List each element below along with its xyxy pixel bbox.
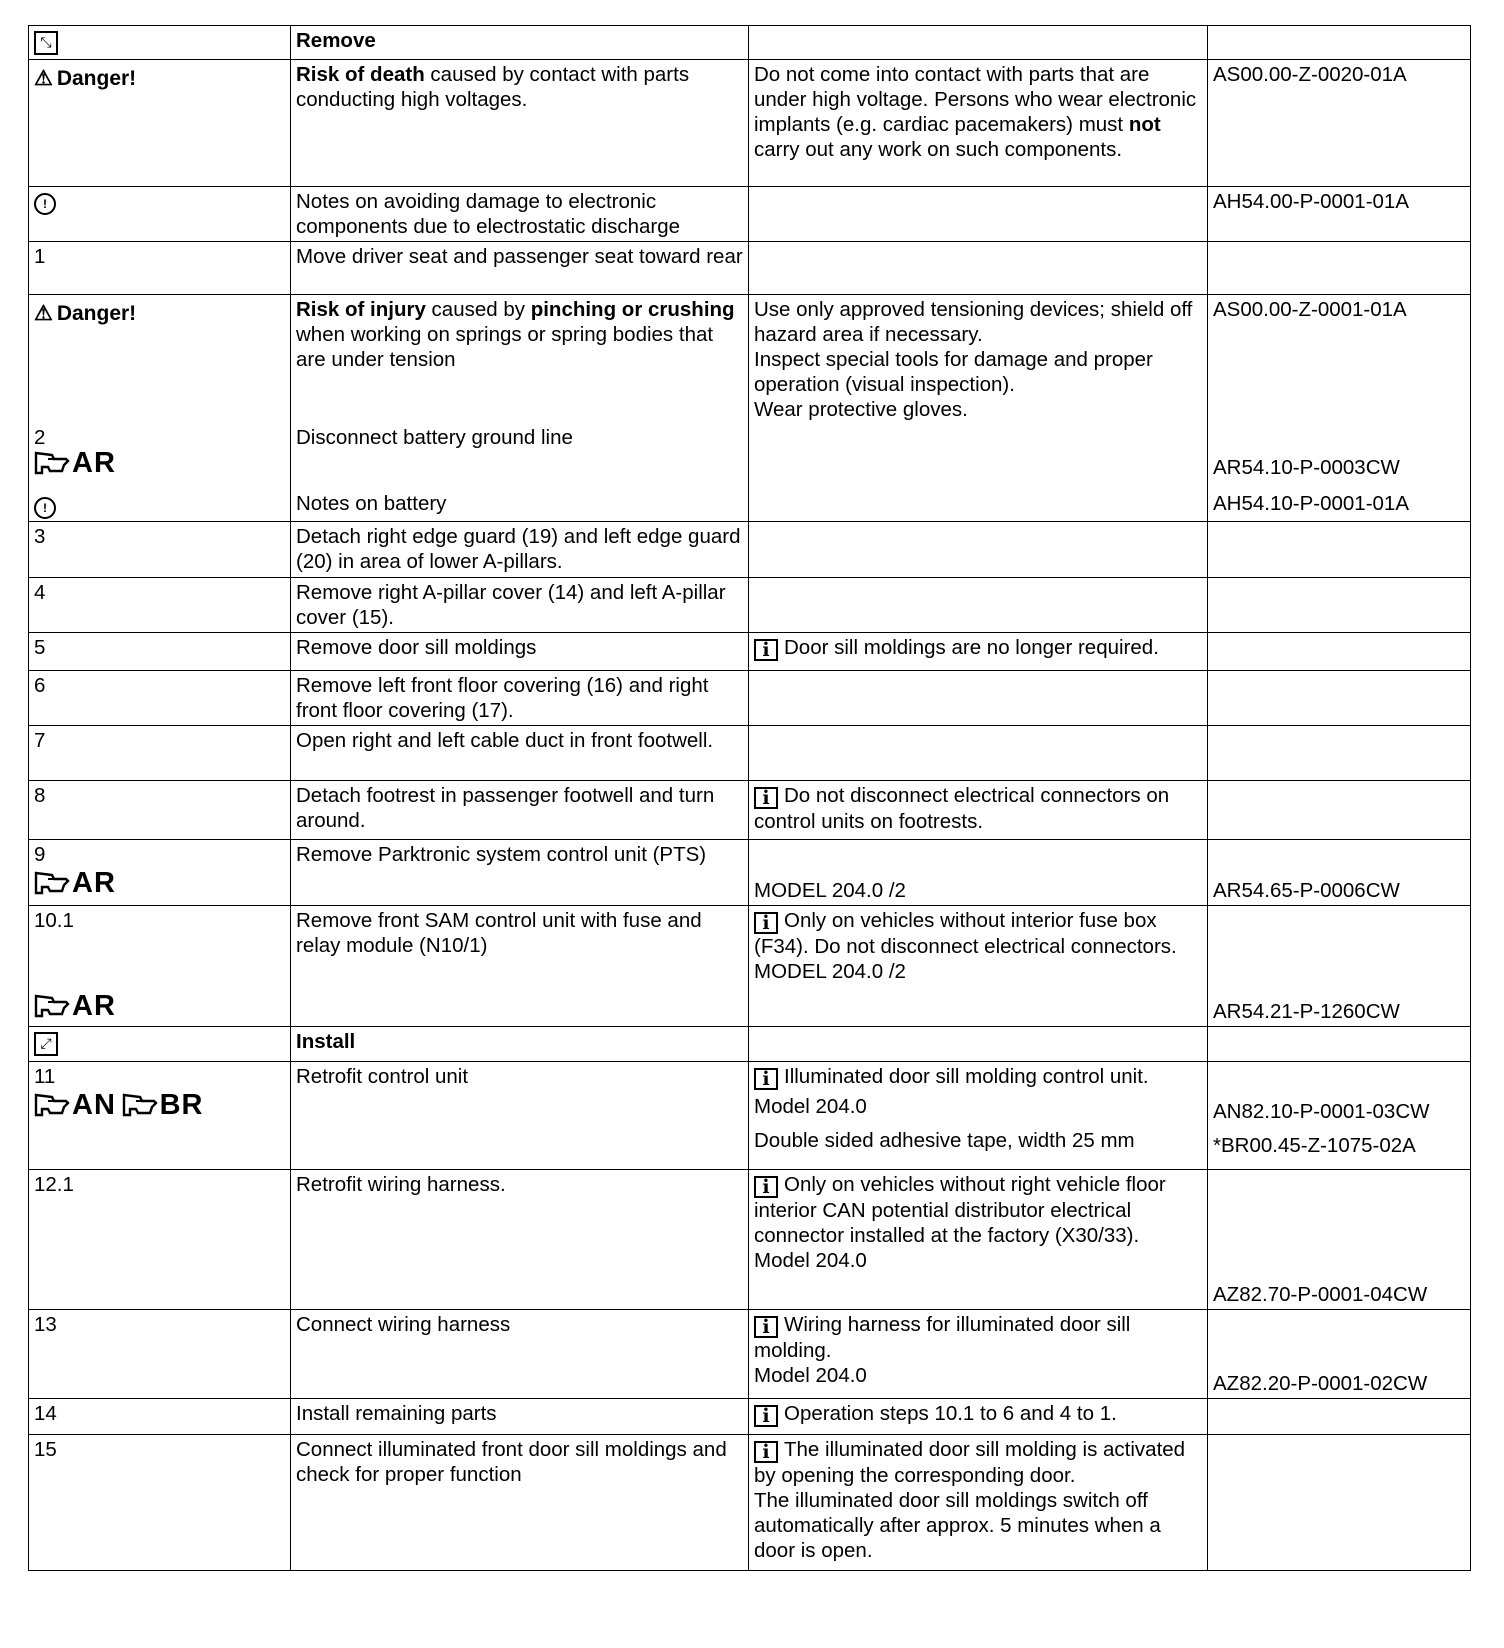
table-row [29,242,1471,295]
info-icon: i [754,1316,778,1338]
risk-text-end: when working on springs or spring bodies that are under tension [296,323,714,371]
table-row [29,1027,1471,1062]
step-text: Retrofit control unit [291,1062,749,1170]
risk-title: Risk of injury [296,298,426,321]
table-row [29,906,1471,1027]
note-text: Inspect special tools for damage and proper operation (visual inspection). [754,348,1153,396]
table-row [29,726,1471,781]
note-text: Wear protective gloves. [754,398,968,421]
step-number: 14 [29,1399,291,1435]
note-text: Illuminated door sill molding control unit. [784,1065,1149,1088]
table-row [29,671,1471,726]
step-text: Remove right A-pillar cover (14) and left A-pillar cover (15). [291,578,749,633]
reference-ar: AR [34,990,116,1022]
battery-note: Notes on battery [296,492,447,515]
reference-ar: AR [34,867,116,899]
reference-ar: AR [34,447,116,479]
note-text: Door sill moldings are no longer required. [784,636,1159,659]
note-text: Do not disconnect electrical connectors on control units on footrests. [754,784,1170,833]
reference-an: AN [34,1089,116,1121]
reference-code: AR54.21-P-1260CW [1208,906,1471,1027]
table-row [29,60,1471,187]
step-number: 9 [34,843,46,866]
table-row [29,1435,1471,1571]
info-icon: i [754,1068,778,1090]
info-icon: i [754,639,778,661]
step-text: Detach right edge guard (19) and left edge guard (20) in area of lower A-pillars. [291,522,749,578]
pointing-hand-icon [34,994,70,1018]
note-text: Double sided adhesive tape, width 25 mm [754,1129,1135,1152]
warning-triangle-icon: ⚠ [34,302,53,325]
note-text: The illuminated door sill moldings switch off automatically after approx. 5 minutes when a door is open. [754,1489,1161,1562]
procedure-table [28,25,1471,1571]
pointing-hand-icon [34,871,70,895]
step-number: 8 [29,781,291,840]
model-text: Model 204.0 [754,1249,867,1272]
info-icon: i [754,1176,778,1198]
table-row [29,1062,1471,1170]
info-icon: i [754,912,778,934]
notes-icon: ! [34,193,56,215]
table-row [29,840,1471,906]
step-text: Move driver seat and passenger seat toward rear [291,242,749,295]
table-row [29,1399,1471,1435]
pointing-hand-icon [122,1093,158,1117]
reference-code: AS00.00-Z-0001-01A [1213,298,1407,321]
step-text: Remove left front floor covering (16) and right front floor covering (17). [291,671,749,726]
note-text: Wiring harness for illuminated door sill molding. [754,1313,1131,1362]
notes-icon: ! [34,497,56,519]
step-number: 4 [29,578,291,633]
reference-code: AH54.00-P-0001-01A [1208,187,1471,242]
step-number: 1 [29,242,291,295]
step-text: Connect wiring harness [291,1310,749,1399]
risk-text: caused by contact with parts conducting high voltages. [296,63,690,111]
step-number: 15 [29,1435,291,1571]
note-text: Only on vehicles without right vehicle floor interior CAN potential distributor electrical connector installed at the factory (X30/33). [754,1173,1166,1247]
table-row [29,522,1471,578]
reference-code: AS00.00-Z-0020-01A [1208,60,1471,187]
table-row [29,578,1471,633]
step-text: Retrofit wiring harness. [291,1170,749,1310]
collapse-arrows-icon: ⤢ [34,1032,58,1056]
step-number: 13 [29,1310,291,1399]
reference-code: AZ82.70-P-0001-04CW [1208,1170,1471,1310]
table-row [29,781,1471,840]
reference-code: AZ82.20-P-0001-02CW [1208,1310,1471,1399]
table-row [29,26,1471,60]
reference-code: *BR00.45-Z-1075-02A [1213,1134,1416,1157]
step-number: 2 [34,426,46,449]
pointing-hand-icon [34,451,70,475]
model-text: Model 204.0 [754,1364,867,1387]
note-text: Only on vehicles without interior fuse box (F34). Do not disconnect electrical connectors. [754,909,1177,958]
step-text: Disconnect battery ground line [296,426,573,449]
model-text: Model 204.0 [754,1095,867,1118]
step-text: Detach footrest in passenger footwell and turn around. [291,781,749,840]
model-text: MODEL 204.0 /2 [754,960,906,983]
info-icon: i [754,787,778,809]
risk-text: caused by [425,298,531,321]
reference-br: BR [122,1089,204,1121]
section-title-install: Install [291,1027,749,1062]
step-number: 5 [29,633,291,671]
reference-code: AR54.65-P-0006CW [1208,840,1471,906]
table-row [29,1310,1471,1399]
reference-code: AR54.10-P-0003CW [1213,456,1400,479]
model-text: MODEL 204.0 /2 [749,840,1208,906]
reference-code: AN82.10-P-0001-03CW [1213,1100,1430,1123]
step-text: Remove door sill moldings [291,633,749,671]
danger-label: ⚠ Danger! [34,302,137,325]
info-icon: i [754,1405,778,1427]
risk-title: Risk of death [296,63,425,86]
step-text: Connect illuminated front door sill moldings and check for proper function [291,1435,749,1571]
step-number: 11 [34,1065,56,1088]
reference-code: AH54.10-P-0001-01A [1213,492,1410,515]
table-row [29,187,1471,242]
table-row [29,633,1471,671]
expand-arrows-icon: ⤡ [34,31,58,55]
step-text: Notes on avoiding damage to electronic components due to electrostatic discharge [291,187,749,242]
note-text-end: carry out any work on such components. [754,138,1123,161]
step-text: Remove front SAM control unit with fuse and relay module (N10/1) [291,906,749,1027]
note-text: Operation steps 10.1 to 6 and 4 to 1. [784,1402,1117,1425]
step-number: 10.1 [34,909,74,932]
note-text: The illuminated door sill molding is activated by opening the corresponding door. [754,1438,1186,1487]
table-row [29,295,1471,522]
step-number: 3 [29,522,291,578]
step-text: Install remaining parts [291,1399,749,1435]
risk-emphasis: pinching or crushing [530,298,735,321]
table-row [29,1170,1471,1310]
section-title-remove: Remove [291,26,749,60]
warning-triangle-icon: ⚠ [34,67,53,90]
step-text: Remove Parktronic system control unit (PTS) [291,840,749,906]
step-number: 6 [29,671,291,726]
info-icon: i [754,1441,778,1463]
step-text: Open right and left cable duct in front footwell. [291,726,749,781]
note-emphasis: not [1128,113,1161,136]
step-number: 7 [29,726,291,781]
note-text: Use only approved tensioning devices; shield off hazard area if necessary. [754,298,1193,346]
pointing-hand-icon [34,1093,70,1117]
danger-label: ⚠ Danger! [34,67,137,90]
step-number: 12.1 [29,1170,291,1310]
note-text: Do not come into contact with parts that are under high voltage. Persons who wear electronic implants (e.g. cardiac pacemakers) must [754,63,1197,136]
